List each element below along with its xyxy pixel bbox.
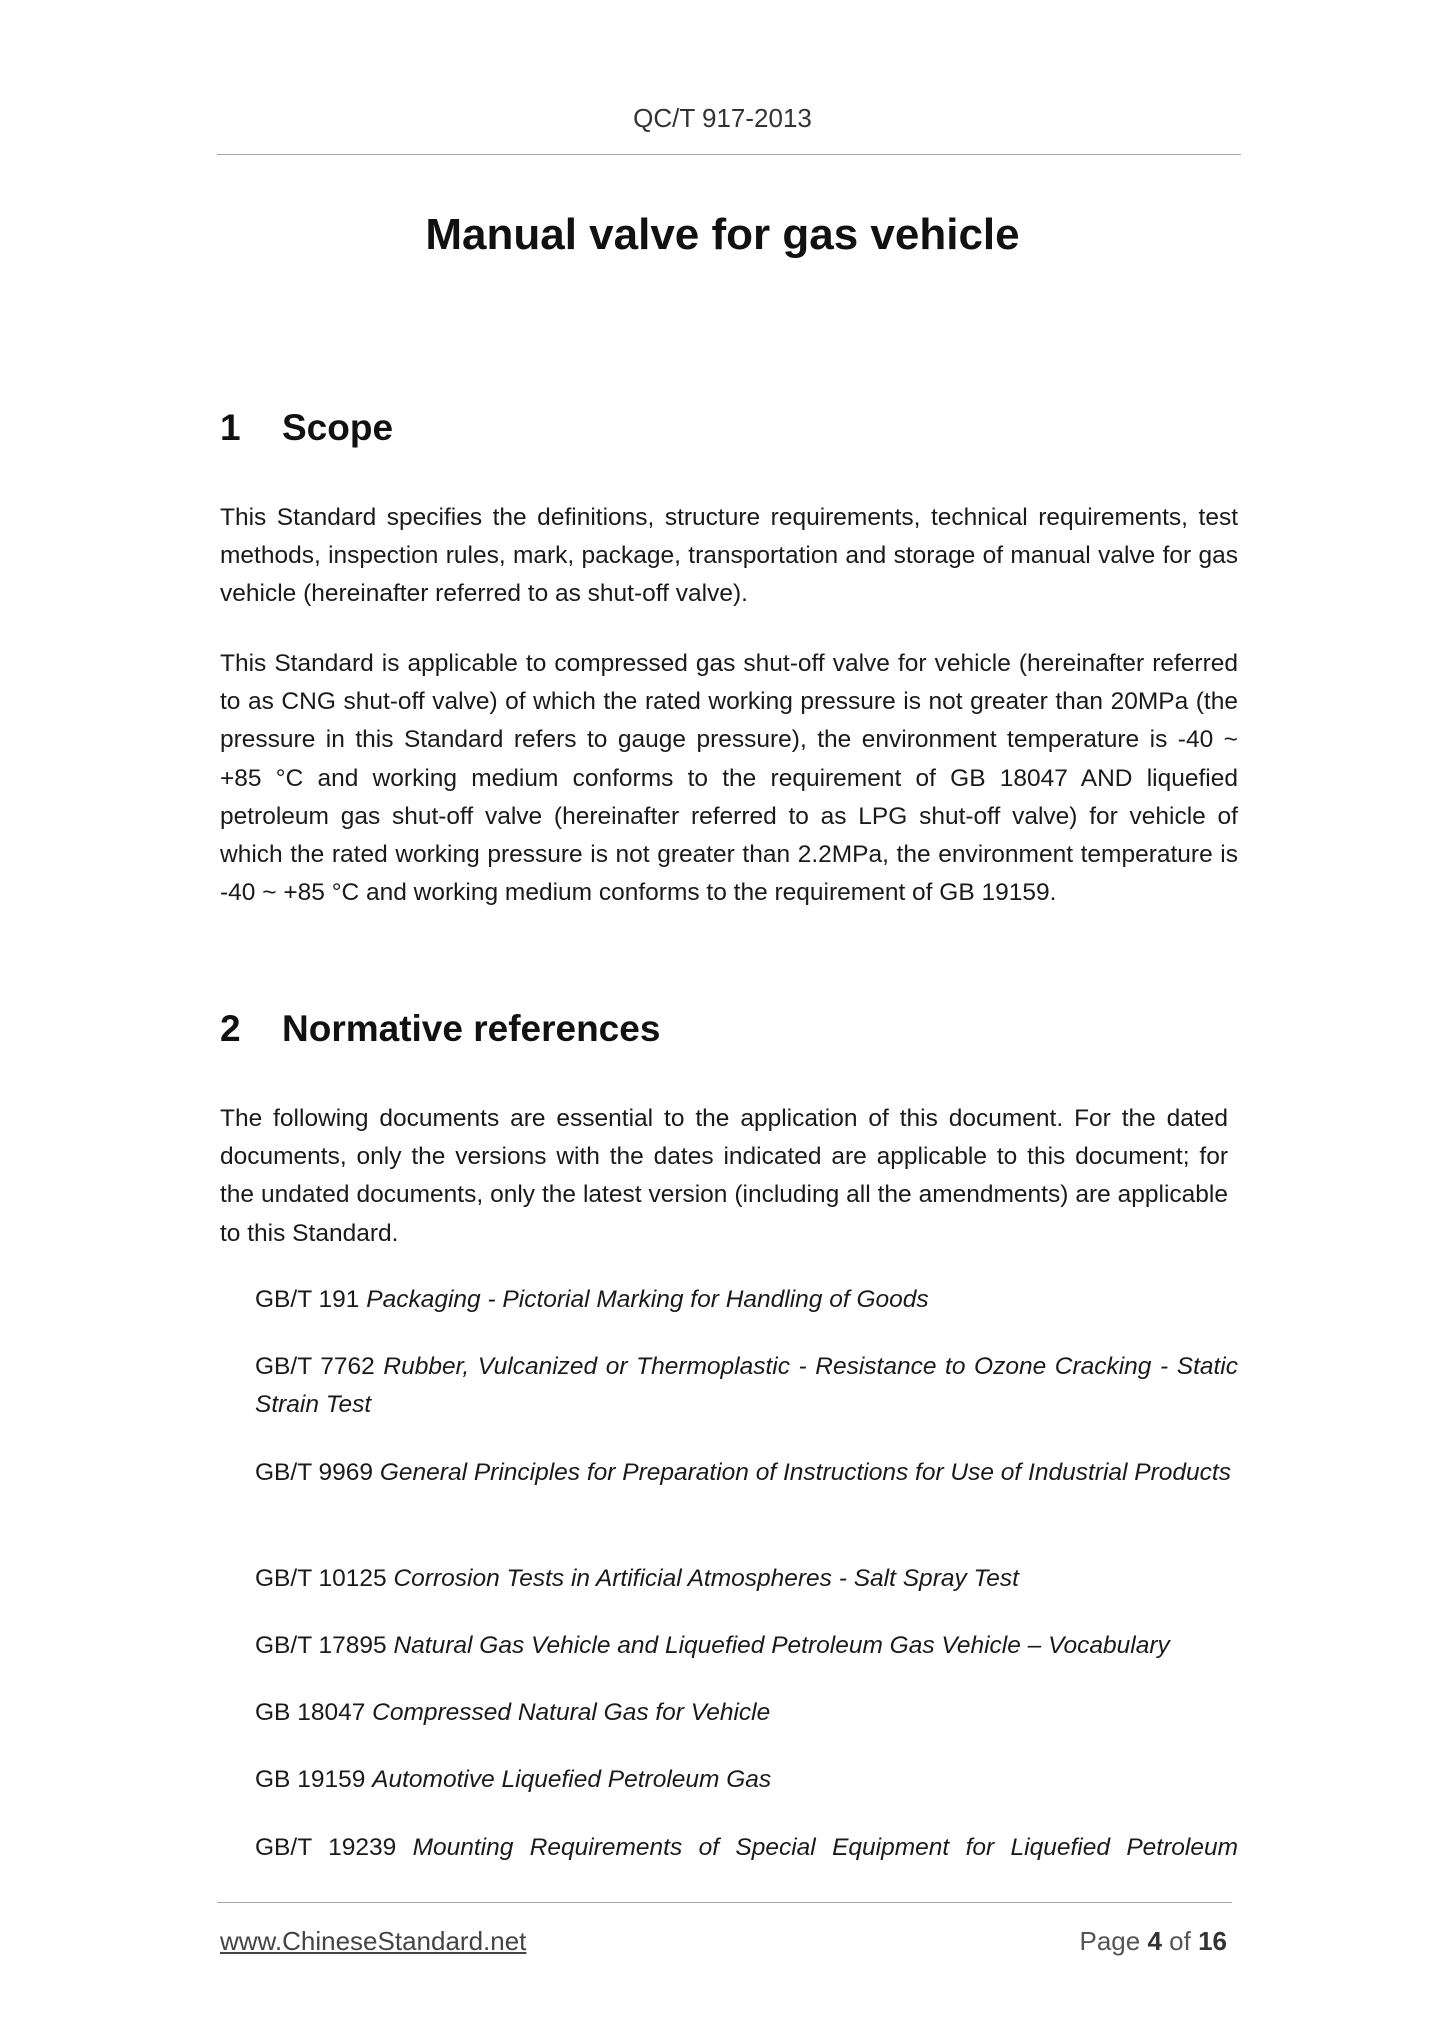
references-intro-paragraph: The following documents are essential to the application of this document. For the dated documents, only the versions with the dates indicated are applicable to this document; for the undated documents, only the latest version (including all the amendments) are applicable to this Standard.: [220, 1105, 1228, 1247]
header-divider: [217, 154, 1241, 155]
footer-site-link[interactable]: www.ChineseStandard.net: [220, 1926, 527, 1956]
reference-code: GB/T 10125: [255, 1565, 387, 1592]
reference-title: Mounting Requirements of Special Equipment for Liquefied Petroleum: [412, 1834, 1238, 1861]
section-title: Scope: [282, 407, 394, 448]
reference-title: Compressed Natural Gas for Vehicle: [372, 1699, 771, 1726]
section-title: Normative references: [282, 1008, 661, 1049]
section-1-heading: [220, 407, 393, 449]
section-2-heading: [220, 1008, 660, 1050]
reference-title: Corrosion Tests in Artificial Atmospheres - Salt Spray Test: [393, 1565, 1019, 1592]
reference-code: GB/T 17895: [255, 1632, 387, 1659]
reference-item: [255, 1694, 1238, 1732]
reference-item: [255, 1348, 1238, 1424]
reference-code: GB/T 19239: [255, 1834, 397, 1861]
page-of: of: [1169, 1926, 1191, 1956]
footer-page-indicator: [1079, 1926, 1227, 1957]
reference-item: [255, 1627, 1238, 1665]
page-total: 16: [1198, 1926, 1227, 1956]
reference-item: [255, 1829, 1238, 1867]
reference-title: Automotive Liquefied Petroleum Gas: [372, 1766, 772, 1793]
document-title: Manual valve for gas vehicle: [425, 210, 1020, 259]
reference-code: GB/T 9969: [255, 1459, 374, 1486]
reference-code: GB 18047: [255, 1699, 366, 1726]
scope-paragraph-1: This Standard specifies the definitions, structure requirements, technical requirements, test methods, inspection rules, mark, package, transportation and storage of manual valve for gas vehicle (hereinafter referred to as shut-off valve).: [220, 504, 1238, 608]
reference-title: Rubber, Vulcanized or Thermoplastic - Resistance to Ozone Cracking - Static Strain Test: [255, 1353, 1239, 1419]
reference-code: GB/T 7762: [255, 1353, 375, 1380]
reference-code: GB/T 191: [255, 1286, 360, 1313]
reference-item: [255, 1560, 1238, 1598]
reference-title: Packaging - Pictorial Marking for Handling of Goods: [366, 1286, 929, 1313]
section-number: 1: [220, 407, 241, 448]
footer-divider: [217, 1902, 1232, 1903]
page-prefix: Page: [1079, 1926, 1141, 1956]
reference-item: [255, 1454, 1238, 1492]
reference-title: Natural Gas Vehicle and Liquefied Petroleum Gas Vehicle – Vocabulary: [393, 1632, 1170, 1659]
reference-item: [255, 1281, 1238, 1319]
reference-code: GB 19159: [255, 1766, 366, 1793]
reference-item: [255, 1761, 1238, 1799]
page-current: 4: [1147, 1926, 1162, 1956]
section-number: 2: [220, 1008, 241, 1049]
header-doc-code: QC/T 917-2013: [633, 103, 812, 133]
scope-paragraph-2: This Standard is applicable to compressed gas shut-off valve for vehicle (hereinafter referred to as CNG shut-off valve) of which the rated working pressure is not greater than 20MPa (the pressure in this Standard refers to gauge pressure), the environment temperature is -40 ~ +85 °C and working medium conforms to the requirement of GB 18047 AND liquefied petroleum gas shut-off valve (hereinafter referred to as LPG shut-off valve) for vehicle of which the rated working pressure is not greater than 2.2MPa, the environment temperature is -40 ~ +85 °C and working medium conforms to the requirement of GB 19159.: [220, 650, 1238, 907]
reference-title: General Principles for Preparation of Instructions for Use of Industrial Products: [379, 1459, 1231, 1486]
